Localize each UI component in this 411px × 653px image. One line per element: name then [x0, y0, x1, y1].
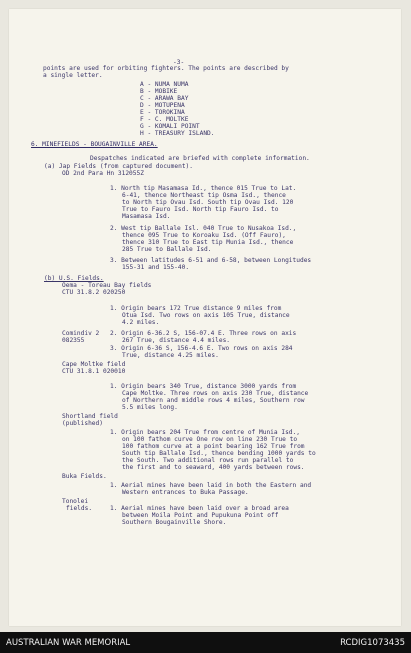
jap-item-1-line-4: True to Fauro Isd. North tip Fauro Isd. to — [122, 206, 279, 213]
point-b: B - MOBIKE — [140, 88, 178, 95]
point-f: F - C. MOLTKE — [140, 116, 189, 123]
oema-item-3-line-2: True, distance 4.25 miles. — [122, 352, 219, 359]
archive-footer — [0, 632, 411, 653]
us-fields-label: (b) U.S. Fields. — [44, 275, 104, 282]
moltke-item-1-line-3: of Northern and middle rows 4 miles, Southern row — [122, 397, 305, 404]
shortland-item-1-line-4: South tip Ballale Isd., thence bending 1000 yards to — [122, 450, 316, 457]
jap-item-2-line-2: thence 095 True to Koroaku Isd. (Off Fauro), — [122, 232, 286, 239]
despatches-note: Despatches indicated are briefed with complete information. — [90, 155, 310, 162]
jap-fields-reference: OD 2nd Para Hn 312055Z — [62, 170, 144, 177]
jap-item-2-line-3: thence 310 True to East tip Munia Isd., thence — [122, 239, 294, 246]
intro-line-2: a single letter. — [43, 72, 103, 79]
moltke-item-1-line-1: 1. Origin bears 340 True, distance 3000 yards from — [110, 383, 297, 390]
point-a: A - NUMA NUMA — [140, 81, 189, 88]
jap-item-3-line-2: 155-31 and 155-40. — [122, 264, 190, 271]
point-c: C - ARAWA BAY — [140, 95, 189, 102]
moltke-item-1-line-2: Cape Moltke. Three rows on axis 230 True, distance — [122, 390, 309, 397]
tonolei-item-1-line-2: between Moila Point and Pupukuna Point off — [122, 512, 279, 519]
point-d: D - MOTUPENA — [140, 102, 185, 109]
moltke-item-1-line-4: 5.5 miles long. — [122, 404, 178, 411]
oema-item-2-line-2: 267 True, distance 4.4 miles. — [122, 337, 231, 344]
point-g: G - KOMALI POINT — [140, 123, 200, 130]
point-e: E - TOROKINA — [140, 109, 185, 116]
shortland-field-subtitle: (published) — [62, 420, 103, 427]
shortland-item-1-line-1: 1. Origin bears 204 True from centre of Munia Isd., — [110, 429, 300, 436]
footer-institution: AUSTRALIAN WAR MEMORIAL — [6, 638, 131, 648]
jap-item-2-line-4: 285 True to Ballale Isd. — [122, 246, 212, 253]
intro-line-1: points are used for orbiting fighters. The points are described by — [43, 65, 289, 72]
oema-fields-reference: CTU 31.8.2 020250 — [62, 289, 126, 296]
tonolei-fields-subtitle: fields. — [66, 505, 93, 512]
buka-item-1-line-1: 1. Aerial mines have been laid in both the Eastern and — [110, 482, 312, 489]
oema-item-1-line-1: 1. Origin bears 172 True distance 9 miles from — [110, 305, 282, 312]
jap-fields-label: (a) Jap Fields (from captured document). — [44, 163, 194, 170]
shortland-item-1-line-6: the first and to seaward, 400 yards between rows. — [122, 464, 305, 471]
tonolei-fields-title: Tonolei — [62, 498, 89, 505]
jap-item-1-line-3: to North tip Ovau Isd. South tip Ovau Isd. 120 — [122, 199, 294, 206]
shortland-item-1-line-2: on 100 fathom curve One row on line 230 True to — [122, 436, 298, 443]
moltke-field-reference: CTU 31.8.1 020010 — [62, 368, 126, 375]
comindiv-reference: 082355 — [62, 337, 85, 344]
footer-record-id: RCDIG1073435 — [340, 638, 405, 648]
shortland-field-title: Shortland field — [62, 413, 118, 420]
oema-item-3-line-1: 3. Origin 6-36 S, 156-4.6 E. Two rows on axis 284 — [110, 345, 293, 352]
tonolei-item-1-line-3: Southern Bougainville Shore. — [122, 519, 227, 526]
oema-item-1-line-3: 4.2 miles. — [122, 319, 160, 326]
jap-item-3-line-1: 3. Between latitudes 6-51 and 6-58, between Longitudes — [110, 257, 312, 264]
page-number: -3- — [173, 59, 185, 66]
oema-item-2-line-1: 2. Origin 6-36.2 S, 156-07.4 E. Three rows on axis — [110, 330, 297, 337]
jap-item-1-line-1: 1. North tip Masamasa Id., thence 015 True to Lat. — [110, 185, 297, 192]
oema-item-1-line-2: Otua Isd. Two rows on axis 105 True, distance — [122, 312, 290, 319]
buka-fields-title: Buka Fields. — [62, 473, 107, 480]
buka-item-1-line-2: Western entrances to Buka Passage. — [122, 489, 249, 496]
jap-item-2-line-1: 2. West tip Ballale Isl. 040 True to Nusakoa Isd., — [110, 225, 297, 232]
tonolei-item-1-line-1: 1. Aerial mines have been laid over a broad area — [110, 505, 289, 512]
jap-item-1-line-2: 6-41, thence Northeast tip Osma Isd., thence — [122, 192, 286, 199]
shortland-item-1-line-5: the South. Two additional rows run parallel to — [122, 457, 294, 464]
jap-item-1-line-5: Masamasa Isd. — [122, 213, 171, 220]
moltke-field-title: Cape Moltke field — [62, 361, 126, 368]
oema-fields-title: Oema - Toreau Bay fields — [62, 282, 152, 289]
comindiv-label: Comindiv 2 — [62, 330, 100, 337]
shortland-item-1-line-3: 100 fathom curve at a point bearing 162 True from — [122, 443, 305, 450]
point-h: H - TREASURY ISLAND. — [140, 130, 215, 137]
section-6-heading: 6. MINEFIELDS - BOUGAINVILLE AREA. — [31, 141, 158, 148]
